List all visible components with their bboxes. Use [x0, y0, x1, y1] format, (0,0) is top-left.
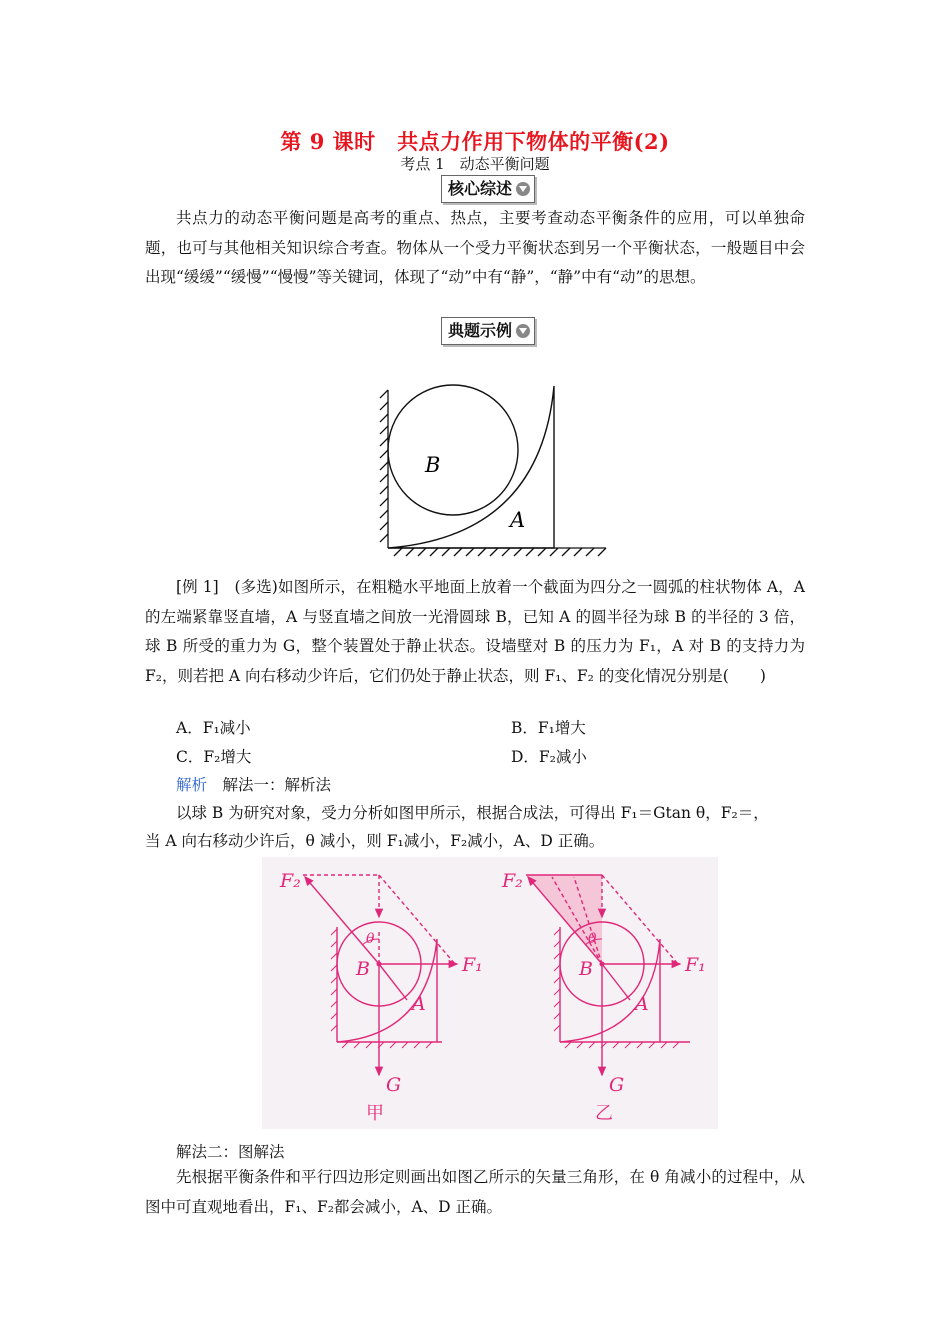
chevron-down-icon — [516, 182, 530, 196]
label-f2-yi: F₂ — [502, 870, 523, 892]
method-2-title: 解法二：图解法 — [176, 1143, 285, 1161]
analysis-label: 解析 — [176, 776, 208, 794]
method-1-title: 解法一：解析法 — [222, 776, 332, 794]
figure-force-diagrams — [262, 857, 718, 1129]
label-a: A — [510, 508, 526, 532]
label-f2-jia: F₂ — [280, 870, 301, 892]
caption-jia: 甲 — [366, 1103, 384, 1124]
example-tag: [例 1] — [176, 578, 219, 596]
section-example-tag — [441, 317, 535, 345]
label-b-jia: B — [356, 958, 370, 980]
option-b[interactable]: B．F₁增大 — [511, 719, 586, 737]
section-core-tag — [441, 175, 535, 203]
analysis-line-3: 先根据平衡条件和平行四边形定则画出如图乙所示的矢量三角形，在 θ 角减小的过程中，从图中可直观地看出，F₁、F₂都会减小，A、D 正确。 — [145, 1168, 805, 1216]
example-question — [145, 573, 805, 691]
label-theta-jia: θ — [366, 931, 375, 947]
figure-ball-and-block — [370, 368, 610, 558]
topic-subtitle: 考点 1 动态平衡问题 — [400, 155, 550, 173]
caption-yi: 乙 — [595, 1103, 613, 1124]
core-summary-text: 共点力的动态平衡问题是高考的重点、热点，主要考查动态平衡条件的应用，可以单独命题，也可与其他相关知识综合考查。物体从一个受力平衡状态到另一个平衡状态，一般题目中会出现“缓缓”“缓慢”“慢慢”等关键词，体现了“动”中有“静”，“静”中有“动”的思想。 — [145, 209, 805, 286]
center-dot-jia — [377, 962, 382, 967]
label-theta-yi: θ — [588, 931, 597, 947]
analysis-heading — [176, 773, 331, 795]
section-core-label: 核心综述 — [448, 179, 513, 198]
label-a-jia: A — [412, 993, 426, 1015]
chevron-down-icon — [516, 324, 530, 338]
center-dot-yi — [600, 962, 605, 967]
example-body: 如图所示，在粗糙水平地面上放着一个截面为四分之一圆弧的柱状物体 A，A 的左端紧靠竖直墙，A 与竖直墙之间放一光滑圆球 B，已知 A 的圆半径为球 B 的半径的 3 倍，球 B 所受的重力为 G，整个装置处于静止状态。设墙壁对 B 的压力为 F₁，A 对 B 的支持力为 F₂，则若把 A 向右移动少许后，它们仍处于静止状态，则 F₁、F₂ 的变化情况分别是( ) — [145, 578, 805, 685]
label-f1-jia: F₁ — [462, 954, 483, 976]
option-c[interactable]: C．F₂增大 — [176, 748, 252, 766]
option-a[interactable]: A．F₁减小 — [176, 719, 251, 737]
label-f1-yi: F₁ — [685, 954, 706, 976]
label-g-yi: G — [609, 1074, 625, 1096]
page-title: 第 9 课时 共点力作用下物体的平衡(2) — [280, 129, 670, 154]
label-b: B — [425, 453, 441, 477]
label-a-yi: A — [635, 993, 649, 1015]
example-kind: (多选) — [234, 578, 278, 596]
option-d[interactable]: D．F₂减小 — [511, 748, 587, 766]
label-b-yi: B — [579, 958, 593, 980]
section-example-label: 典题示例 — [448, 321, 513, 340]
label-g-jia: G — [386, 1074, 402, 1096]
analysis-line-2: 当 A 向右移动少许后，θ 减小，则 F₁减小，F₂减小，A、D 正确。 — [145, 832, 605, 850]
analysis-line-1: 以球 B 为研究对象，受力分析如图甲所示，根据合成法，可得出 F₁＝Gtan θ，F₂＝， — [176, 804, 769, 822]
